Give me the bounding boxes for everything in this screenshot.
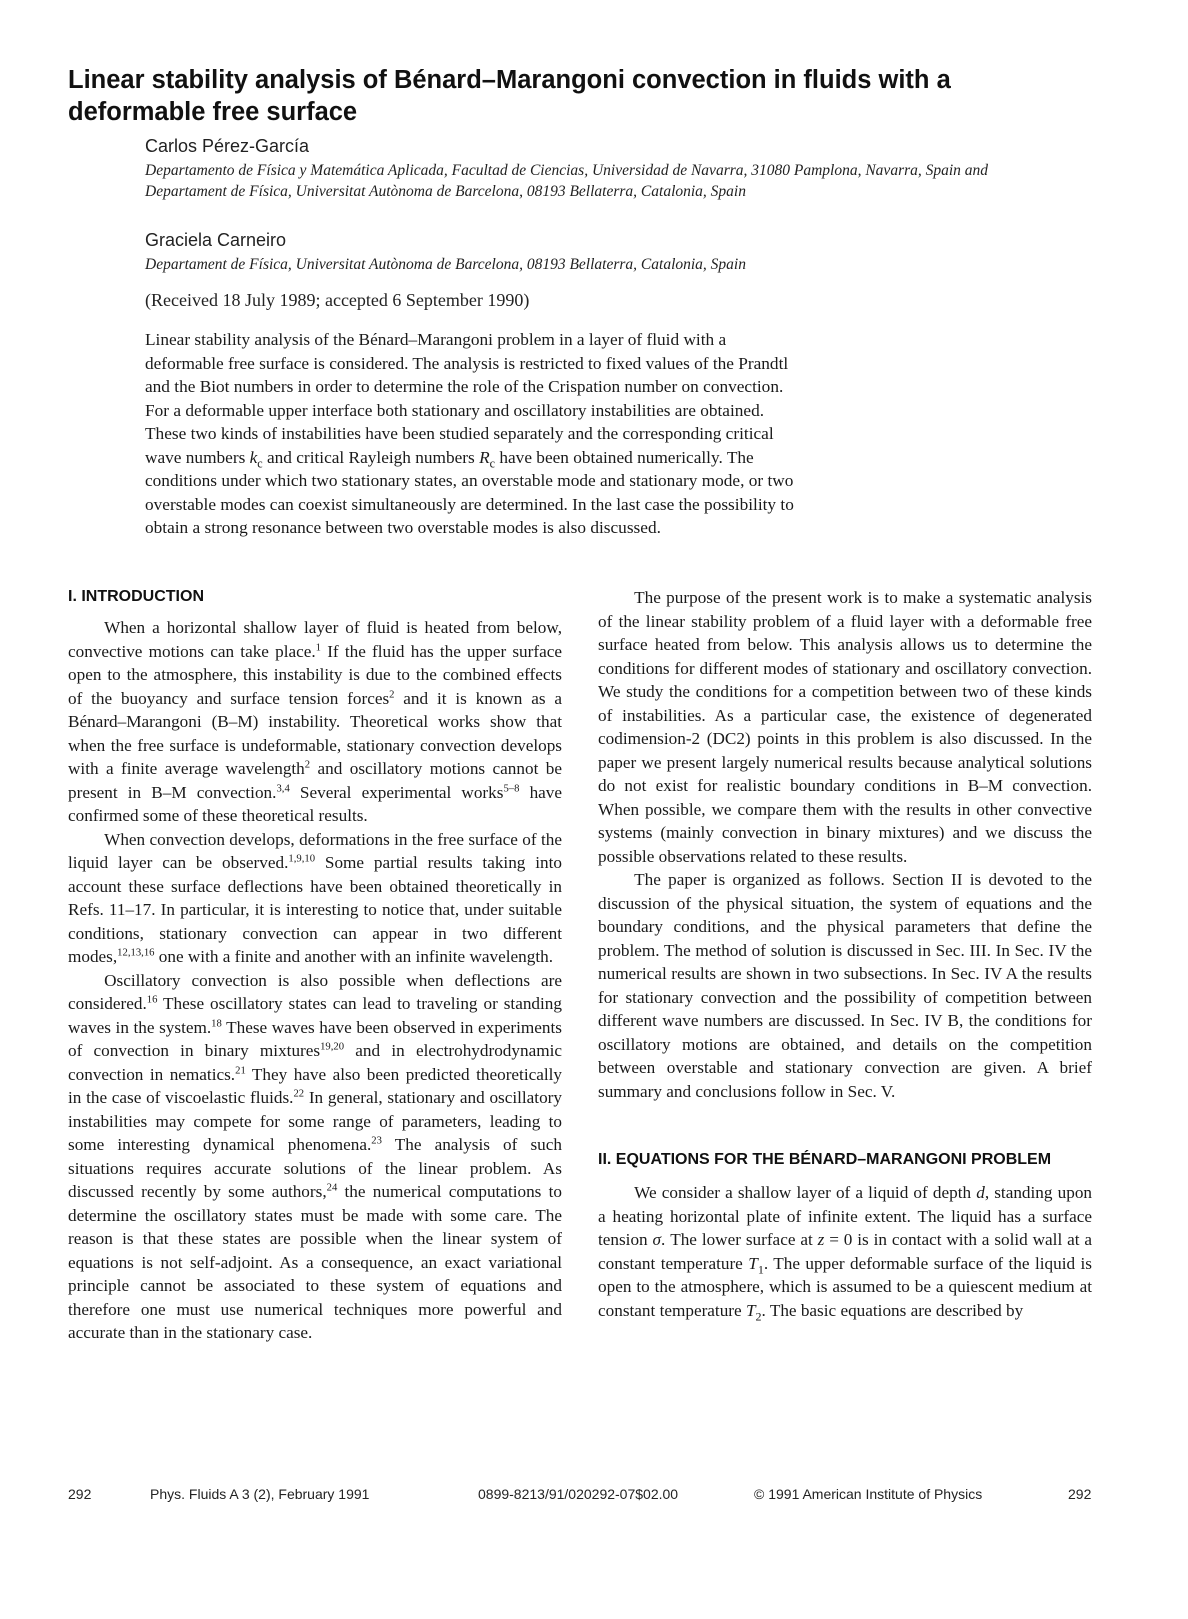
paragraph: The paper is organized as follows. Section II is devoted to the discussion of the physical situation, the system of equations and the boundary conditions, and the physical parameters that define the problem. The method of solution is discussed in Sec. III. In Sec. IV the numerical results are shown in two subsections. In Sec. IV A the results for stationary convection and the possibility of competition between different wave numbers are discussed. In Sec. IV B, the conditions for oscillatory motions are obtained, and details on the competition between overstable and stationary convection are given. A brief summary and conclusions follow in Sec. V. bbox=[598, 870, 1092, 1101]
author-name: Graciela Carneiro bbox=[145, 230, 287, 250]
abstract-line: overstable modes can coexist simultaneously are determined. In the last case the possibility to bbox=[145, 494, 794, 514]
article-code: 0899-8213/91/020292-07$02.00 bbox=[478, 1486, 679, 1502]
author-affiliation: Departament de Física, Universitat Autònoma de Barcelona, 08193 Bellaterra, Catalonia, Spain bbox=[145, 256, 746, 273]
abstract-line: conditions under which two stationary states, an overstable mode and stationary mode, or two bbox=[145, 471, 794, 490]
paragraph: The purpose of the present work is to make a systematic analysis of the linear stability problem of a fluid layer with a deformable free surface heated from below. This analysis allows us to determine the conditions for different modes of stationary and oscillatory convection. We study the conditions for a competition between two of these kinds of instabilities. As a particular case, the existence of degenerated codimension-2 (DC2) points in this problem is also discussed. In the paper we present largely numerical results because analytical solutions do not exist for realistic boundary conditions in B–M convection. When possible, we compare them with the results in other convective systems (mainly convection in binary mixtures) and we discuss the possible observations related to these results. bbox=[598, 588, 1092, 866]
abstract-line: obtain a strong resonance between two overstable modes is also discussed. bbox=[145, 518, 661, 537]
copyright-notice: © 1991 American Institute of Physics bbox=[754, 1486, 983, 1502]
paragraph: Oscillatory convection is also possible when deflections are considered.$^{16}$ These oscillatory states can lead to traveling or standing waves in the system.$^{18}$ These waves have been observed in experiments of convection in binary mixtures$^{19,20}$ and in electrohydrodynamic convection in nematics.$^{21}$ They have also been predicted theoretically in the case of viscoelastic fluids.$^{22}$ In general, stationary and oscillatory instabilities may compete for some range of parameters, leading to some interesting dynamical phenomena.$^{23}$ The analysis of such situations requires accurate solutions of the linear problem. As discussed recently by some authors,$^{24}$ the numerical computations to determine the oscillatory states must be made with some care. The reason is that these states are possible when the linear system of equations is not self-adjoint. As a consequence, an exact variational principle cannot be associated to these system of equations and therefore one must use numerical techniques more powerful and accurate than in the stationary case. bbox=[68, 970, 562, 1342]
author-name: Carlos Pérez-García bbox=[145, 136, 310, 156]
abstract-line: Linear stability analysis of the Bénard–Marangoni problem in a layer of fluid with a bbox=[145, 330, 727, 349]
abstract-line: and the Biot numbers in order to determine the role of the Crispation number on convection. bbox=[145, 377, 784, 396]
journal-citation: Phys. Fluids A 3 (2), February 1991 bbox=[150, 1486, 370, 1502]
abstract-line: deformable free surface is considered. The analysis is restricted to fixed values of the Prandtl bbox=[145, 353, 789, 373]
abstract-line: These two kinds of instabilities have been studied separately and the corresponding critical bbox=[145, 424, 774, 443]
author-affiliation: Departamento de Física y Matemática Aplicada, Facultad de Ciencias, Universidad de Navarra, 31080 Pamplona, Navarra, Spain and Departament de Física, Universitat Autònoma de Barcelona, 08193 Bellaterra, Catalonia, Spain bbox=[145, 162, 989, 200]
received-dates: (Received 18 July 1989; accepted 6 September 1990) bbox=[145, 290, 530, 310]
paper-title: Linear stability analysis of Bénard–Marangoni convection in fluids with a deformable free surface bbox=[68, 66, 951, 126]
paragraph: We consider a shallow layer of a liquid of depth d, standing upon a heating horizontal plate of infinite extent. The liquid has a surface tension σ. The lower surface at z = 0 is in contact with a solid wall at a constant temperature $T_1$. The upper deformable surface of the liquid is open to the atmosphere, which is assumed to be a quiescent medium at constant temperature $T_2$. The basic equations are described by bbox=[598, 1183, 1093, 1323]
paragraph: When convection develops, deformations in the free surface of the liquid layer can be observed.$^{1,9,10}$ Some partial results taking into account these surface deflections have been obtained theoretically in Refs. 11–17. In particular, it is interesting to notice that, under suitable conditions, stationary convection can appear in two different modes,$^{12,13,16}$ one with a finite and another with an infinite wavelength. bbox=[68, 829, 563, 966]
left-column bbox=[68, 586, 562, 1345]
paragraph: When a horizontal shallow layer of fluid is heated from below, convective motions can take place.$^1$ If the fluid has the upper surface open to the atmosphere, this instability is due to the combined effects of the buoyancy and surface tension forces$^2$ and it is known as a Bénard–Marangoni (B–M) instability. Theoretical works show that when the free surface is undeformable, stationary convection develops with a finite average wavelength$^2$ and oscillatory motions cannot be present in B–M convection.$^{3,4}$ Several experimental works$^{5-8}$ have confirmed some of these theoretical results. bbox=[68, 618, 563, 825]
right-column bbox=[598, 586, 1092, 1322]
page-number: 292 bbox=[1068, 1486, 1092, 1502]
abstract-line: For a deformable upper interface both stationary and oscillatory instabilities are obtained. bbox=[145, 400, 765, 420]
page-footer bbox=[0, 1486, 1188, 1508]
abstract bbox=[145, 328, 945, 540]
abstract-line: wave numbers $k_c$ and critical Rayleigh numbers $R_c$ have been obtained numerically. The bbox=[145, 447, 754, 470]
page-number: 292 bbox=[68, 1486, 92, 1502]
section-heading: II. EQUATIONS FOR THE BÉNARD–MARANGONI PROBLEM bbox=[598, 1151, 1052, 1168]
section-heading: I. INTRODUCTION bbox=[68, 588, 204, 605]
